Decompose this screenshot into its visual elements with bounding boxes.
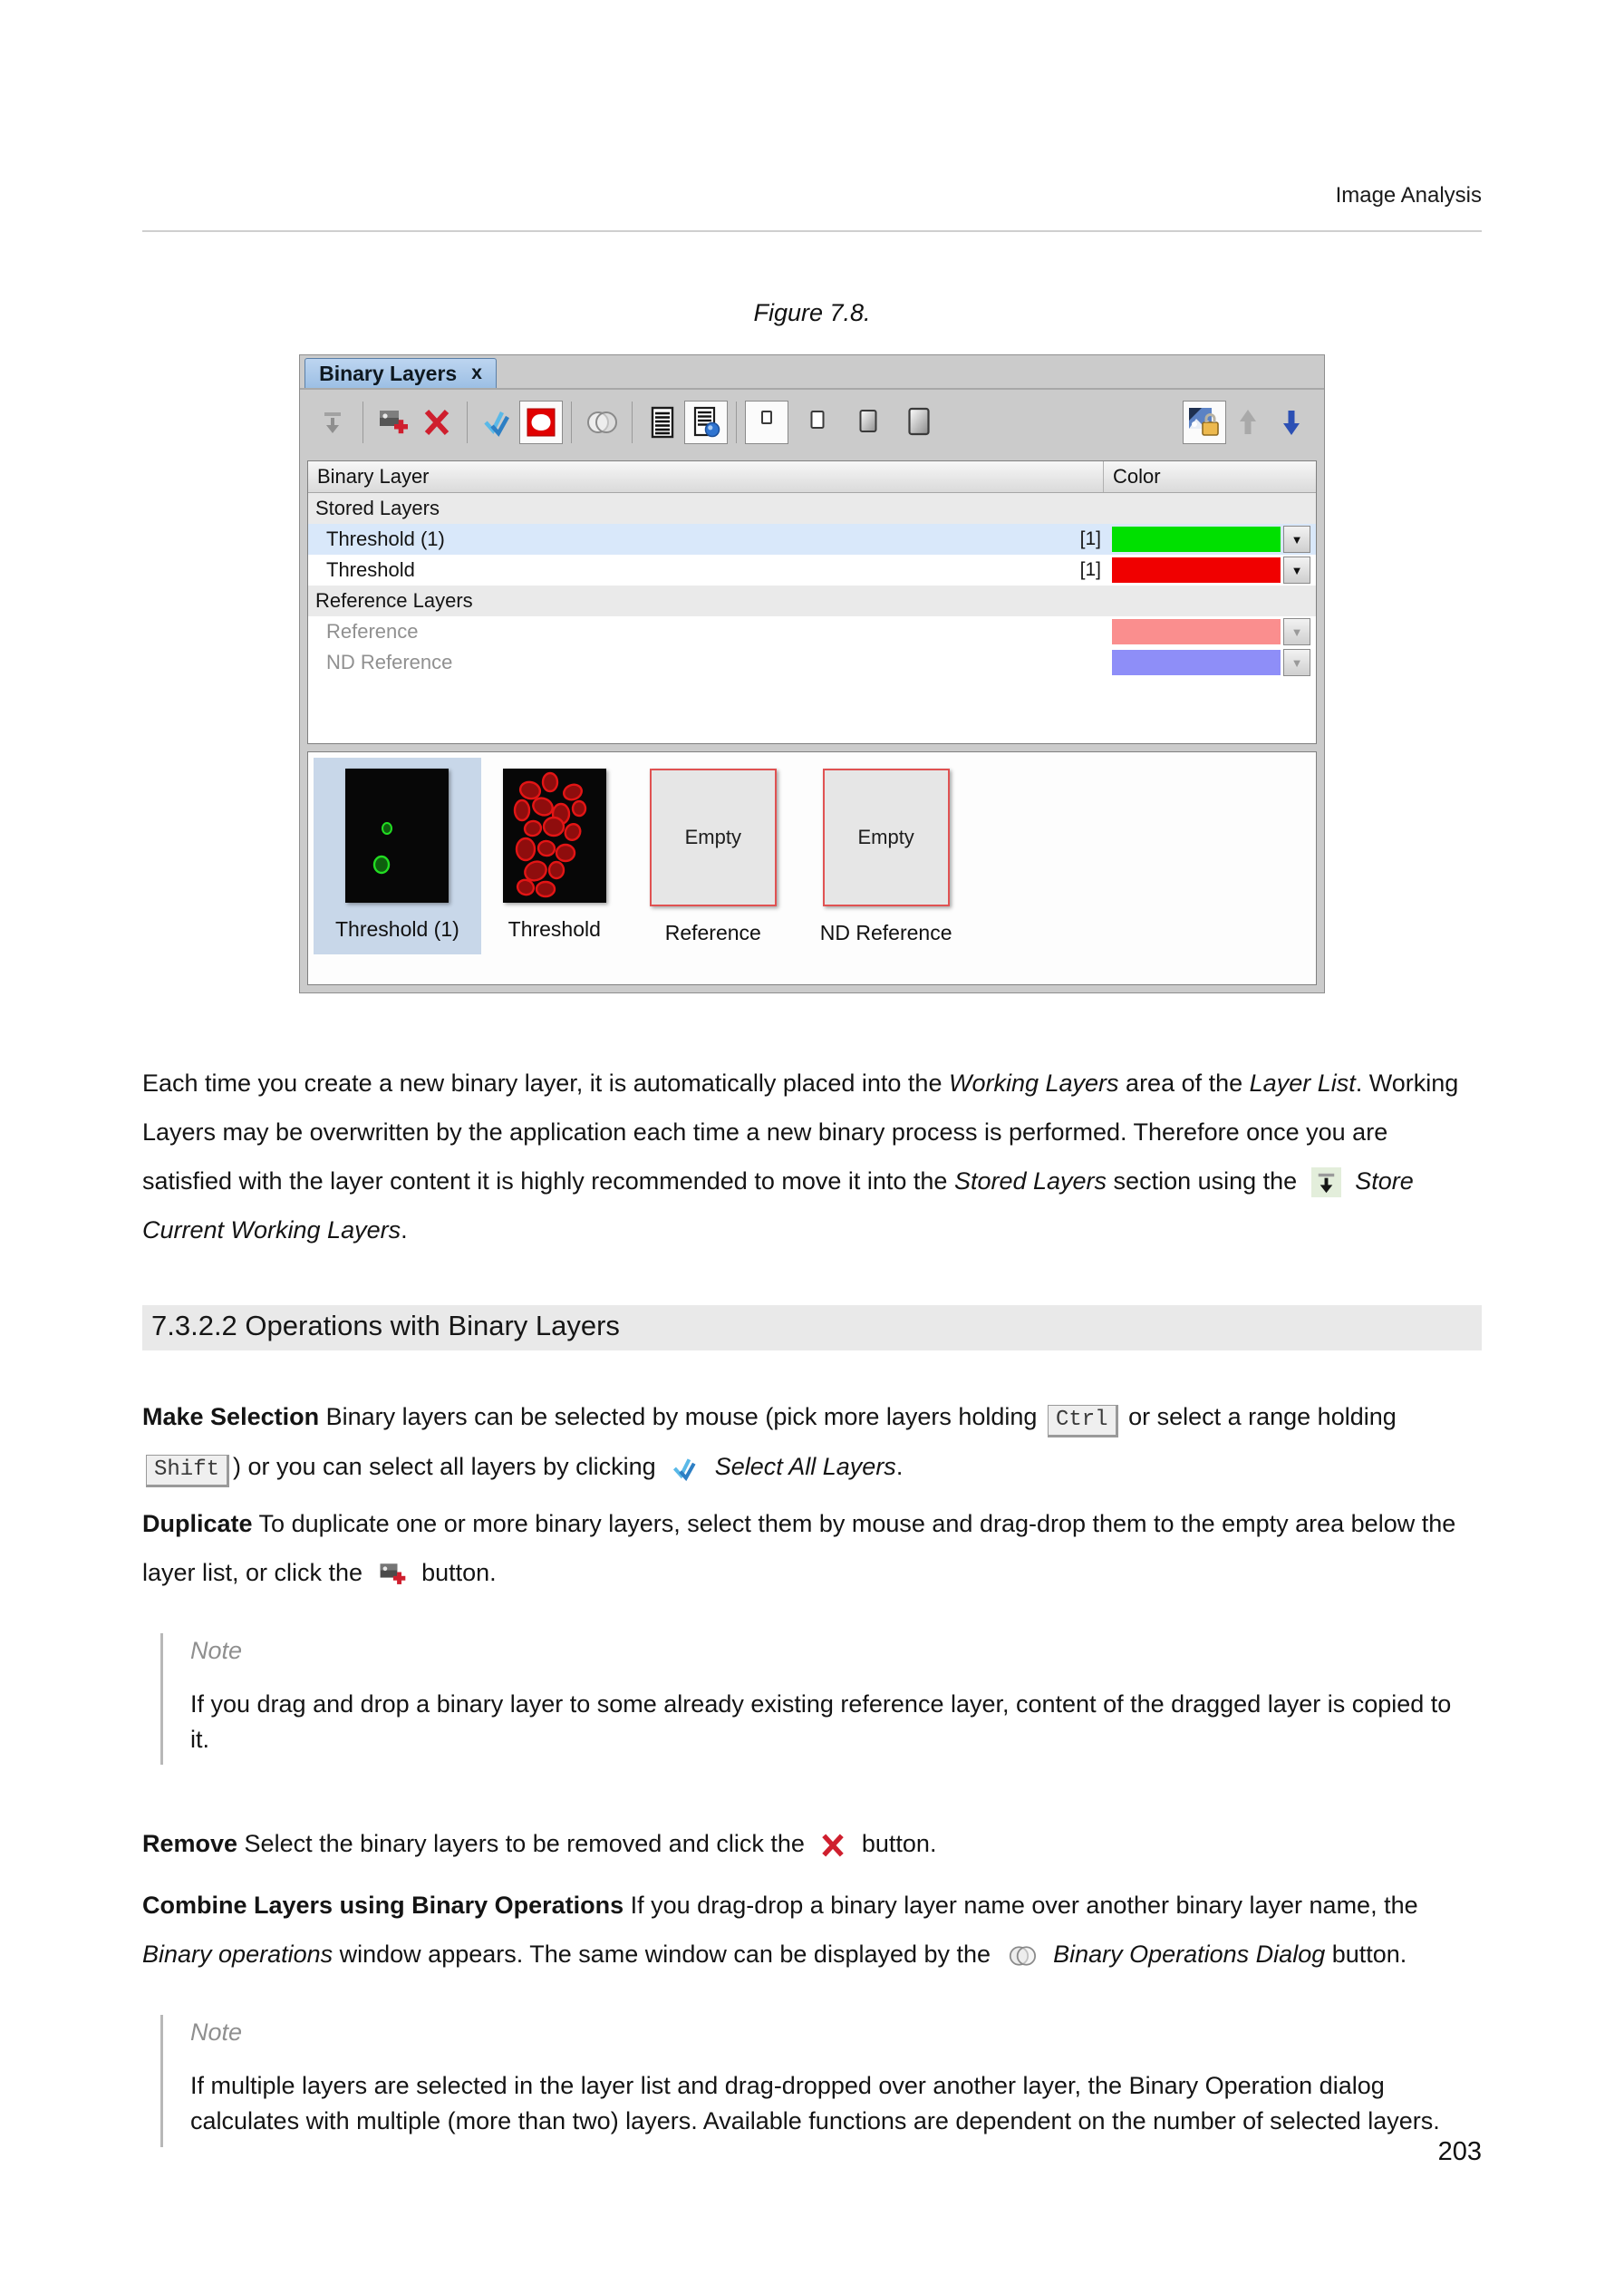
note-block [160, 2015, 1482, 2146]
color-swatch[interactable] [1112, 527, 1281, 552]
text-segment: button. [1325, 1941, 1407, 1969]
thumbnail-label: Reference [664, 921, 761, 944]
tab-bar [300, 355, 1324, 390]
note-label: Note [190, 1637, 243, 1664]
text-segment: or select a range holding [1121, 1403, 1397, 1430]
text-segment: . Working Layers may be overwritten by the application each time a new binary process is performed. Therefore once you are satisfied with the layer content it is highly recommended to move it into the [142, 1070, 1459, 1195]
text-segment: Store Current Working Layers [142, 1167, 1414, 1244]
layer-name: Reference [326, 620, 419, 643]
thumbnail-size-small-button[interactable] [745, 401, 788, 444]
layer-row-reference[interactable] [308, 616, 1316, 647]
text-segment [708, 1453, 715, 1480]
toolbar-separator [362, 402, 363, 443]
column-header-color[interactable]: Color [1113, 465, 1161, 488]
text-segment: Combine Layers using Binary Operations [142, 1892, 624, 1920]
remove-layer-button[interactable] [415, 401, 459, 444]
duplicate-paragraph [142, 1499, 1482, 1597]
toolbar-separator [736, 402, 737, 443]
color-dropdown-button: ▼ [1283, 618, 1310, 645]
thumbnail-size-xlarge-button[interactable] [897, 401, 941, 444]
thumbnail-nd-reference[interactable] [798, 758, 974, 958]
text-segment: Stored Layers [953, 1167, 1107, 1195]
thumbnail-empty-placeholder [650, 769, 777, 906]
text-segment: button. [855, 1830, 937, 1858]
text-segment: window appears. The same window can be displayed by the [333, 1941, 998, 1969]
text-segment [1047, 1941, 1054, 1968]
note-body: If multiple layers are selected in the layer list and drag-dropped over another layer, the Binary Operation dialog calculates with multiple (more than two) layers. Available functions are dependent on the number of selected layers. [190, 2072, 1440, 2135]
text-segment: section using the [1107, 1167, 1304, 1195]
layer-name: Threshold [326, 558, 415, 581]
thumbnail-threshold-1[interactable] [314, 758, 481, 954]
store-current-working-layers-icon [1311, 1167, 1341, 1197]
color-dropdown-button[interactable]: ▼ [1283, 557, 1310, 584]
close-icon[interactable]: x [471, 363, 482, 383]
note-body: If you drag and drop a binary layer to some already existing reference layer, content of the dragged layer is copied to it. [190, 1690, 1452, 1754]
move-layer-down-button[interactable] [1270, 401, 1313, 444]
binary-operations-dialog-button[interactable] [580, 401, 624, 444]
thumbnail-empty-placeholder [823, 769, 950, 906]
thumbnail-size-medium-button[interactable] [796, 401, 839, 444]
group-label: Reference Layers [315, 589, 473, 612]
thumbnail-label: Threshold (1) [335, 917, 459, 941]
remove-icon [818, 1831, 847, 1860]
make-selection-paragraph [142, 1392, 1482, 1492]
layer-count-badge: [1] [1079, 528, 1101, 549]
thumbnail-label: Threshold [508, 917, 601, 941]
color-swatch[interactable] [1112, 557, 1281, 583]
text-segment: Working Layers [948, 1070, 1119, 1097]
tab-binary-layers[interactable] [304, 358, 497, 388]
text-segment: . [895, 1453, 904, 1480]
text-segment: Binary layers can be selected by mouse (pick more layers holding [319, 1403, 1044, 1430]
text-segment: If you drag-drop a binary layer name over another binary layer name, the [624, 1892, 1418, 1920]
text-segment: . [401, 1216, 408, 1244]
page-number: 203 [1437, 2137, 1482, 2166]
key-ctrl-cap: Ctrl [1048, 1405, 1118, 1437]
text-segment: Remove [142, 1830, 238, 1858]
layer-name: ND Reference [326, 651, 453, 673]
group-row-stored-layers [308, 493, 1316, 524]
header-rule [142, 230, 1482, 232]
binary-layer-display-button[interactable] [519, 401, 563, 444]
binary-layers-panel [299, 354, 1325, 993]
running-header: Image Analysis [1335, 183, 1482, 208]
group-label: Stored Layers [315, 497, 440, 519]
tab-label: Binary Layers [319, 361, 458, 385]
toolbar-separator [632, 402, 633, 443]
duplicate-layer-button[interactable] [372, 401, 415, 444]
thumbnail-label: ND Reference [819, 921, 952, 944]
text-segment: Duplicate [142, 1510, 253, 1537]
duplicate-icon [377, 1559, 408, 1590]
select-all-layers-icon [670, 1454, 701, 1483]
layer-row-nd-reference[interactable] [308, 647, 1316, 678]
text-segment: Select the binary layers to be removed and click the [237, 1830, 812, 1858]
layer-detail-view-button[interactable] [684, 401, 728, 444]
layer-table-header [308, 461, 1316, 493]
empty-text: Empty [684, 826, 741, 848]
store-current-working-layers-button[interactable] [311, 401, 354, 444]
text-segment: ) or you can select all layers by clicking [233, 1453, 663, 1480]
select-all-layers-button[interactable] [476, 401, 519, 444]
panel-toolbar [300, 390, 1324, 455]
text-segment: area of the [1118, 1070, 1250, 1097]
group-row-reference-layers [308, 586, 1316, 616]
thumbnail-size-large-button[interactable] [846, 401, 890, 444]
color-dropdown-button[interactable]: ▼ [1283, 526, 1310, 553]
text-segment: button. [414, 1559, 497, 1586]
note-block [160, 1633, 1482, 1765]
layer-row-threshold-1[interactable] [308, 524, 1316, 555]
toolbar-separator [467, 402, 468, 443]
layer-table [307, 460, 1317, 744]
text-segment: Each time you create a new binary layer, it is automatically placed into the [142, 1070, 949, 1097]
text-segment: To duplicate one or more binary layers, select them by mouse and drag-drop them to the empty area below the layer list, or click the [142, 1510, 1456, 1586]
thumbnail-strip [307, 751, 1317, 985]
key-shift-cap: Shift [146, 1455, 229, 1487]
figure-caption: Figure 7.8. [753, 299, 871, 326]
layer-table-body [308, 493, 1316, 743]
remove-paragraph [142, 1819, 1482, 1868]
layer-row-threshold[interactable] [308, 555, 1316, 586]
binary-operations-dialog-icon [1005, 1942, 1039, 1970]
thumbnail-threshold[interactable] [481, 758, 628, 954]
layer-list-view-button[interactable] [641, 401, 684, 444]
thumbnail-image [503, 769, 606, 903]
color-dropdown-button: ▼ [1283, 649, 1310, 676]
color-swatch[interactable] [1112, 619, 1281, 644]
save-locked-layer-button[interactable] [1183, 401, 1226, 444]
note-label: Note [190, 2018, 243, 2047]
toolbar-separator [571, 402, 572, 443]
intro-paragraph [142, 1059, 1482, 1254]
empty-text: Empty [857, 826, 914, 848]
layer-name: Threshold (1) [326, 528, 445, 550]
thumbnail-image [345, 769, 449, 903]
column-header-binary-layer[interactable]: Binary Layer [308, 461, 1104, 492]
text-segment: Select All Layers [714, 1453, 896, 1480]
color-swatch[interactable] [1112, 650, 1281, 675]
combine-paragraph [142, 1881, 1482, 1979]
text-segment: Make Selection [142, 1403, 320, 1430]
text-segment: Binary operations [142, 1941, 334, 1969]
move-layer-up-button[interactable] [1226, 401, 1270, 444]
section-heading: 7.3.2.2 Operations with Binary Layers [142, 1305, 1482, 1350]
layer-count-badge: [1] [1079, 559, 1101, 580]
text-segment: Layer List [1249, 1070, 1356, 1097]
thumbnail-reference[interactable] [628, 758, 798, 958]
text-segment: Binary Operations Dialog [1053, 1941, 1326, 1969]
